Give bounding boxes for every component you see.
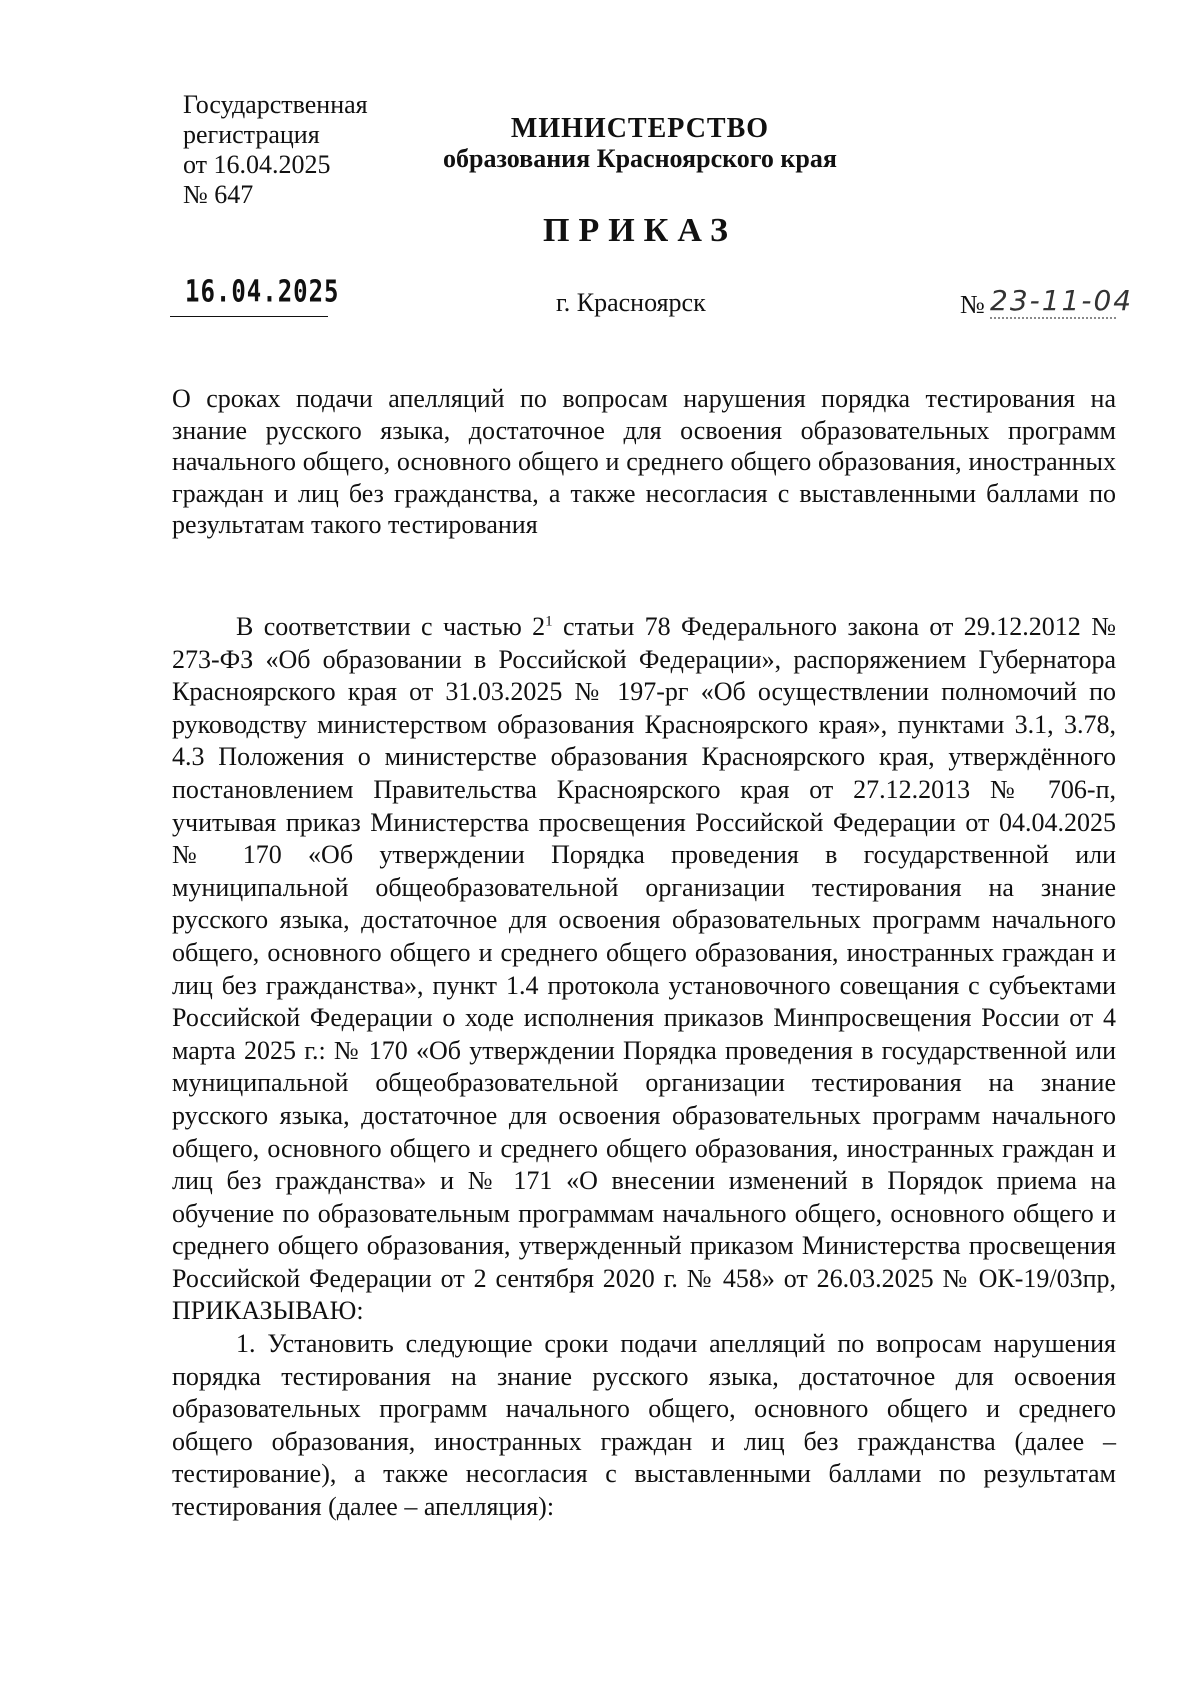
order-date: 16.04.2025 (185, 274, 340, 309)
registration-date: от 16.04.2025 (183, 150, 331, 179)
order-body (172, 611, 1116, 1524)
clause-1-paragraph: 1. Установить следующие сроки подачи апелляций по вопросам нарушения порядка тестирования на знание русского языка, достаточное для освоения образовательных программ начального общего, основного общего и среднего общего образования, иностранных граждан и лиц без гражданства (далее – тестирование), а также несогласия с выставленными баллами по результатам тестирования (далее – апелляция): (172, 1329, 1116, 1522)
order-subject: О сроках подачи апелляций по вопросам нарушения порядка тестирования на знание русского языка, достаточное для освоения образовательных программ начального общего, основного общего и среднего общего образования, иностранных граждан и лиц без гражданства, а также несогласия с выставленными баллами по результатам такого тестирования (172, 384, 1116, 539)
date-underline (170, 316, 328, 317)
preamble-superscript: 1 (545, 613, 553, 630)
ministry-header (380, 114, 900, 174)
preamble-lead: В соответствии с частью 2 (236, 612, 546, 641)
ministry-name: МИНИСТЕРСТВО (510, 113, 770, 144)
document-title: ПРИКАЗ (543, 212, 737, 249)
registration-number: № 647 (183, 180, 254, 209)
registration-line: Государственная (183, 90, 368, 119)
order-city: г. Красноярск (556, 288, 706, 317)
order-number: 23-11-04 (990, 284, 1134, 317)
registration-stamp (183, 90, 368, 210)
registration-line: регистрация (183, 120, 320, 149)
preamble-paragraph (172, 611, 1116, 1328)
ministry-subtitle: образования Красноярского края (443, 144, 837, 173)
order-number-label: № (960, 290, 985, 319)
preamble-text: статьи 78 Федерального закона от 29.12.2012 № 273-ФЗ «Об образовании в Российской Федерации», распоряжением Губернатора Красноярского края от 31.03.2025 № 197-рг «Об осуществлении полномочий по руководству министерством образования Красноярского края», пунктами 3.1, 3.78, 4.3 Положения о министерстве образования Красноярского края, утверждённого постановлением Правительства Красноярского края от 27.12.2013 № 706-п, учитывая приказ Министерства просвещения Российской Федерации от 04.04.2025 № 170 «Об утверждении Порядка проведения в государственной или муниципальной общеобразовательной организации тестирования на знание русского языка, достаточное для освоения образовательных программ начального общего, основного общего и среднего общего образования, иностранных граждан и лиц без гражданства», пункт 1.4 протокола установочного совещания с субъектами Российской Федерации о ходе исполнения приказов Минпросвещения России от 4 марта 2025 г.: № 170 «Об утверждении Порядка проведения в государственной или муниципальной общеобразовательной организации тестирования на знание русского языка, достаточное для освоения образовательных программ начального общего, основного общего и среднего общего образования, иностранных граждан и лиц без гражданства» и № 171 «О внесении изменений в Порядок приема на обучение по образовательным программам начального общего, основного общего и среднего общего образования, утвержденный приказом Министерства просвещения Российской Федерации от 2 сентября 2020 г. № 458» от 26.03.2025 № ОК-19/03пр, ПРИКАЗЫВАЮ: (172, 612, 1116, 1326)
